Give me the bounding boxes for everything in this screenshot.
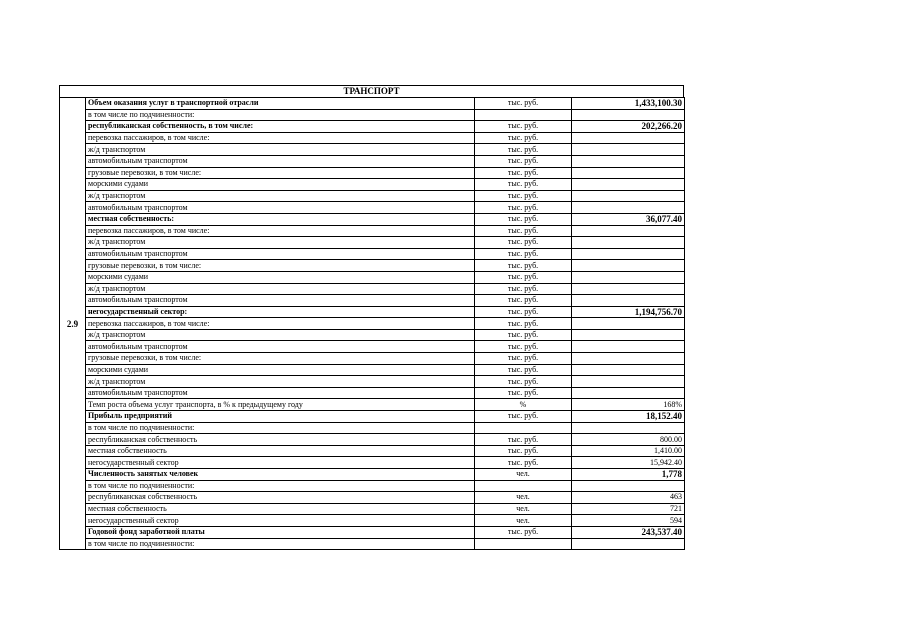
indicator-name-cell: в том числе по подчиненности: bbox=[86, 422, 475, 434]
indicator-name-cell: грузовые перевозки, в том числе: bbox=[86, 167, 475, 179]
table-row bbox=[60, 225, 685, 237]
value-cell: 463 bbox=[572, 492, 685, 504]
table-row bbox=[60, 213, 685, 225]
indicator-name-cell: Годовой фонд заработной платы bbox=[86, 526, 475, 538]
table-row bbox=[60, 237, 685, 249]
value-cell bbox=[572, 422, 685, 434]
table-row bbox=[60, 469, 685, 481]
indicator-name-cell: перевозка пассажиров, в том числе: bbox=[86, 318, 475, 330]
indicator-name-cell: ж/д транспортом bbox=[86, 329, 475, 341]
table-row bbox=[60, 364, 685, 376]
unit-cell: тыс. руб. bbox=[475, 306, 572, 318]
indicator-name-cell: в том числе по подчиненности: bbox=[86, 480, 475, 492]
value-cell bbox=[572, 109, 685, 121]
value-cell: 800.00 bbox=[572, 434, 685, 446]
unit-cell: тыс. руб. bbox=[475, 144, 572, 156]
unit-cell: тыс. руб. bbox=[475, 237, 572, 249]
value-cell bbox=[572, 376, 685, 388]
unit-cell: тыс. руб. bbox=[475, 445, 572, 457]
table-row bbox=[60, 202, 685, 214]
unit-cell bbox=[475, 109, 572, 121]
unit-cell: тыс. руб. bbox=[475, 167, 572, 179]
section-number-cell: 2.9 bbox=[60, 98, 86, 550]
value-cell bbox=[572, 538, 685, 550]
table-row bbox=[60, 283, 685, 295]
unit-cell: чел. bbox=[475, 515, 572, 527]
value-cell bbox=[572, 353, 685, 365]
indicator-name-cell: местная собственность: bbox=[86, 213, 475, 225]
value-cell bbox=[572, 237, 685, 249]
unit-cell: тыс. руб. bbox=[475, 411, 572, 423]
unit-cell: тыс. руб. bbox=[475, 98, 572, 110]
value-cell bbox=[572, 144, 685, 156]
transport-table bbox=[59, 97, 685, 550]
table-row bbox=[60, 144, 685, 156]
indicator-name-cell: негосударственный сектор bbox=[86, 515, 475, 527]
indicator-name-cell: в том числе по подчиненности: bbox=[86, 538, 475, 550]
unit-cell bbox=[475, 538, 572, 550]
unit-cell: тыс. руб. bbox=[475, 457, 572, 469]
unit-cell: чел. bbox=[475, 492, 572, 504]
value-cell bbox=[572, 318, 685, 330]
indicator-name-cell: Прибыль предприятий bbox=[86, 411, 475, 423]
table-row bbox=[60, 155, 685, 167]
unit-cell: тыс. руб. bbox=[475, 353, 572, 365]
table-row bbox=[60, 434, 685, 446]
indicator-name-cell: негосударственный сектор bbox=[86, 457, 475, 469]
unit-cell: тыс. руб. bbox=[475, 295, 572, 307]
value-cell bbox=[572, 179, 685, 191]
indicator-name-cell: в том числе по подчиненности: bbox=[86, 109, 475, 121]
value-cell bbox=[572, 167, 685, 179]
unit-cell: тыс. руб. bbox=[475, 190, 572, 202]
indicator-name-cell: перевозка пассажиров, в том числе: bbox=[86, 132, 475, 144]
value-cell bbox=[572, 341, 685, 353]
value-cell: 1,410.00 bbox=[572, 445, 685, 457]
table-row bbox=[60, 515, 685, 527]
value-cell bbox=[572, 364, 685, 376]
indicator-name-cell: Темп роста объема услуг транспорта, в % к предыдущему году bbox=[86, 399, 475, 411]
unit-cell: чел. bbox=[475, 469, 572, 481]
unit-cell: тыс. руб. bbox=[475, 155, 572, 167]
value-cell bbox=[572, 295, 685, 307]
table-row bbox=[60, 538, 685, 550]
unit-cell: тыс. руб. bbox=[475, 318, 572, 330]
unit-cell: тыс. руб. bbox=[475, 376, 572, 388]
table-row bbox=[60, 329, 685, 341]
indicator-name-cell: республиканская собственность bbox=[86, 492, 475, 504]
table-row bbox=[60, 480, 685, 492]
table-row bbox=[60, 260, 685, 272]
table-row bbox=[60, 190, 685, 202]
table-row bbox=[60, 167, 685, 179]
table-row bbox=[60, 271, 685, 283]
value-cell bbox=[572, 283, 685, 295]
table-row bbox=[60, 132, 685, 144]
unit-cell bbox=[475, 422, 572, 434]
table-row bbox=[60, 248, 685, 260]
table-row bbox=[60, 457, 685, 469]
indicator-name-cell: ж/д транспортом bbox=[86, 190, 475, 202]
table-row bbox=[60, 445, 685, 457]
value-cell: 168% bbox=[572, 399, 685, 411]
unit-cell: тыс. руб. bbox=[475, 329, 572, 341]
indicator-name-cell: Численность занятых человек bbox=[86, 469, 475, 481]
table-row bbox=[60, 98, 685, 110]
indicator-name-cell: морскими судами bbox=[86, 271, 475, 283]
unit-cell: тыс. руб. bbox=[475, 213, 572, 225]
unit-cell bbox=[475, 480, 572, 492]
value-cell bbox=[572, 260, 685, 272]
table-row bbox=[60, 492, 685, 504]
table-row bbox=[60, 341, 685, 353]
table-row bbox=[60, 422, 685, 434]
indicator-name-cell: грузовые перевозки, в том числе: bbox=[86, 260, 475, 272]
table-row bbox=[60, 503, 685, 515]
unit-cell: тыс. руб. bbox=[475, 248, 572, 260]
table-row bbox=[60, 411, 685, 423]
indicator-name-cell: грузовые перевозки, в том числе: bbox=[86, 353, 475, 365]
value-cell bbox=[572, 132, 685, 144]
value-cell: 1,194,756.70 bbox=[572, 306, 685, 318]
table-row bbox=[60, 318, 685, 330]
value-cell bbox=[572, 480, 685, 492]
indicator-name-cell: ж/д транспортом bbox=[86, 144, 475, 156]
unit-cell: тыс. руб. bbox=[475, 225, 572, 237]
value-cell: 594 bbox=[572, 515, 685, 527]
value-cell: 1,778 bbox=[572, 469, 685, 481]
indicator-name-cell: автомобильным транспортом bbox=[86, 248, 475, 260]
indicator-name-cell: республиканская собственность bbox=[86, 434, 475, 446]
value-cell bbox=[572, 155, 685, 167]
value-cell: 243,537.40 bbox=[572, 526, 685, 538]
indicator-name-cell: местная собственность bbox=[86, 503, 475, 515]
table-row bbox=[60, 399, 685, 411]
value-cell bbox=[572, 329, 685, 341]
unit-cell: % bbox=[475, 399, 572, 411]
indicator-name-cell: республиканская собственность, в том числе: bbox=[86, 121, 475, 133]
value-cell bbox=[572, 202, 685, 214]
table-row bbox=[60, 353, 685, 365]
table-row bbox=[60, 179, 685, 191]
value-cell: 18,152.40 bbox=[572, 411, 685, 423]
value-cell: 36,077.40 bbox=[572, 213, 685, 225]
table-row bbox=[60, 109, 685, 121]
indicator-name-cell: ж/д транспортом bbox=[86, 283, 475, 295]
indicator-name-cell: Объем оказания услуг в транспортной отрасли bbox=[86, 98, 475, 110]
table-row bbox=[60, 376, 685, 388]
indicator-name-cell: автомобильным транспортом bbox=[86, 341, 475, 353]
unit-cell: тыс. руб. bbox=[475, 202, 572, 214]
table-row bbox=[60, 526, 685, 538]
table-row bbox=[60, 306, 685, 318]
unit-cell: тыс. руб. bbox=[475, 526, 572, 538]
indicator-name-cell: ж/д транспортом bbox=[86, 376, 475, 388]
value-cell bbox=[572, 271, 685, 283]
unit-cell: тыс. руб. bbox=[475, 132, 572, 144]
indicator-name-cell: морскими судами bbox=[86, 364, 475, 376]
indicator-name-cell: автомобильным транспортом bbox=[86, 202, 475, 214]
unit-cell: тыс. руб. bbox=[475, 434, 572, 446]
table-row bbox=[60, 121, 685, 133]
value-cell: 1,433,100.30 bbox=[572, 98, 685, 110]
unit-cell: чел. bbox=[475, 503, 572, 515]
table-row bbox=[60, 295, 685, 307]
indicator-name-cell: негосударственный сектор: bbox=[86, 306, 475, 318]
unit-cell: тыс. руб. bbox=[475, 341, 572, 353]
unit-cell: тыс. руб. bbox=[475, 260, 572, 272]
indicator-name-cell: автомобильным транспортом bbox=[86, 155, 475, 167]
spreadsheet bbox=[59, 85, 684, 550]
value-cell: 15,942.40 bbox=[572, 457, 685, 469]
indicator-name-cell: ж/д транспортом bbox=[86, 237, 475, 249]
table-row bbox=[60, 387, 685, 399]
unit-cell: тыс. руб. bbox=[475, 121, 572, 133]
value-cell: 721 bbox=[572, 503, 685, 515]
unit-cell: тыс. руб. bbox=[475, 364, 572, 376]
unit-cell: тыс. руб. bbox=[475, 179, 572, 191]
value-cell bbox=[572, 387, 685, 399]
value-cell bbox=[572, 225, 685, 237]
indicator-name-cell: автомобильным транспортом bbox=[86, 295, 475, 307]
table-title: ТРАНСПОРТ bbox=[59, 85, 684, 97]
indicator-name-cell: местная собственность bbox=[86, 445, 475, 457]
unit-cell: тыс. руб. bbox=[475, 271, 572, 283]
unit-cell: тыс. руб. bbox=[475, 387, 572, 399]
indicator-name-cell: перевозка пассажиров, в том числе: bbox=[86, 225, 475, 237]
indicator-name-cell: автомобильным транспортом bbox=[86, 387, 475, 399]
value-cell bbox=[572, 248, 685, 260]
value-cell: 202,266.20 bbox=[572, 121, 685, 133]
value-cell bbox=[572, 190, 685, 202]
indicator-name-cell: морскими судами bbox=[86, 179, 475, 191]
unit-cell: тыс. руб. bbox=[475, 283, 572, 295]
